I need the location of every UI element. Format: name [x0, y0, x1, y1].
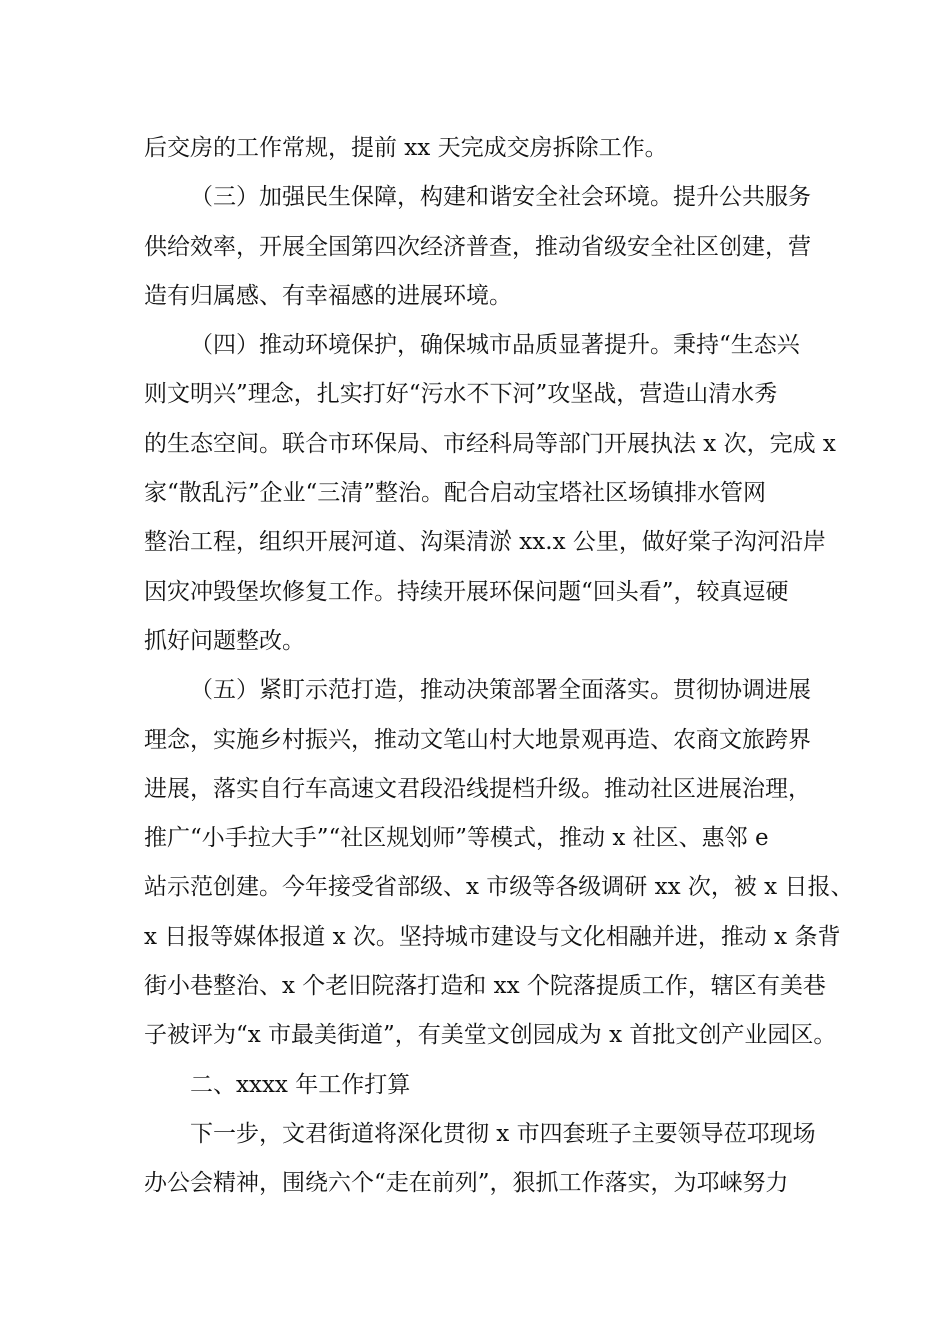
section-heading-3: （三）加强民生保障，构建和谐安全社会环境。提升公共服务 [190, 184, 811, 211]
text-line: 抓好问题整改。 [144, 627, 305, 654]
text-line: 家“散乱污”企业“三清”整治。配合启动宝塔社区场镇排水管网 [144, 480, 767, 507]
chapter-heading: 二、xxxx 年工作打算 [190, 1071, 411, 1098]
text-line: 街小巷整治、x 个老旧院落打造和 xx 个院落提质工作，辖区有美巷 [144, 973, 826, 1000]
text-line: 进展，落实自行车高速文君段沿线提档升级。推动社区进展治理， [144, 775, 811, 802]
text-line: 推广“小手拉大手”“社区规划师”等模式，推动 x 社区、惠邻 e [144, 825, 769, 852]
text-line: 整治工程，组织开展河道、沟渠清淤 xx.x 公里，做好棠子沟河沿岸 [144, 529, 826, 556]
text-line: 站示范创建。今年接受省部级、x 市级等各级调研 xx 次，被 x 日报、 [144, 874, 854, 901]
text-line: 办公会精神，围绕六个“走在前列”，狠抓工作落实，为邛崃努力 [144, 1170, 789, 1197]
document-body [144, 124, 854, 1209]
section-heading-5: （五）紧盯示范打造，推动决策部署全面落实。贯彻协调进展 [190, 677, 811, 704]
section-heading-4: （四）推动环境保护，确保城市品质显著提升。秉持“生态兴 [190, 332, 800, 359]
text-line: 供给效率，开展全国第四次经济普查，推动省级安全社区创建，营 [144, 233, 811, 260]
text-line: 后交房的工作常规，提前 xx 天完成交房拆除工作。 [144, 135, 668, 161]
text-line: x 日报等媒体报道 x 次。坚持城市建设与文化相融并进，推动 x 条背 [144, 923, 841, 950]
text-line: 则文明兴”理念，扎实打好“污水不下河”攻坚战，营造山清水秀 [144, 381, 778, 408]
text-line: 下一步，文君街道将深化贯彻 x 市四套班子主要领导莅邛现场 [190, 1120, 816, 1147]
text-line: 造有归属感、有幸福感的进展环境。 [144, 282, 512, 309]
text-line: 子被评为“x 市最美街道”，有美堂文创园成为 x 首批文创产业园区。 [144, 1022, 837, 1049]
text-line: 的生态空间。联合市环保局、市经科局等部门开展执法 x 次，完成 x [144, 430, 836, 457]
text-line: 因灾冲毁堡坎修复工作。持续开展环保问题“回头看”，较真逗硬 [144, 578, 789, 605]
text-line: 理念，实施乡村振兴，推动文笔山村大地景观再造、农商文旅跨界 [144, 726, 811, 753]
